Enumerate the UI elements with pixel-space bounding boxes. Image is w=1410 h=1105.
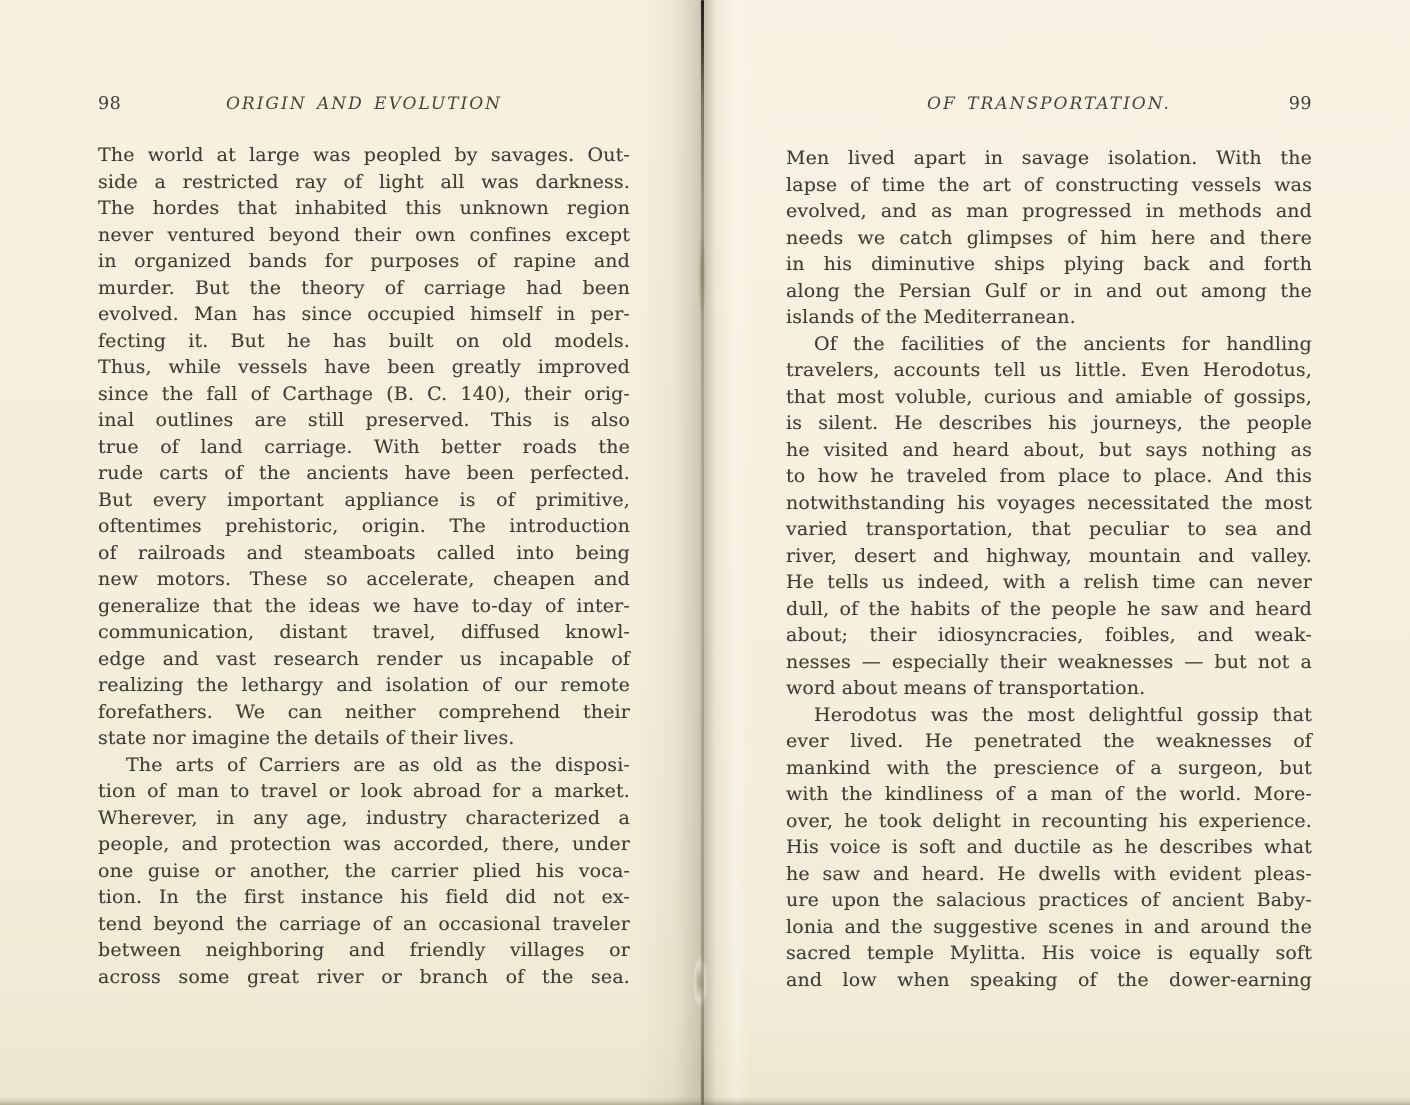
text-line: true of land carriage. With better roads the bbox=[98, 435, 630, 458]
text-line: over, he took delight in recounting his experience. bbox=[786, 809, 1312, 832]
text-line: needs we catch glimpses of him here and there bbox=[786, 226, 1312, 249]
text-line: varied transportation, that peculiar to sea and bbox=[786, 518, 1312, 540]
text-line: tion of man to travel or look abroad for a market. bbox=[98, 780, 630, 802]
text-line: murder. But the theory of carriage had been bbox=[98, 276, 630, 299]
text-line: along the Persian Gulf or in and out among the bbox=[786, 279, 1312, 302]
text-line: But every important appliance is of primitive, bbox=[98, 488, 630, 511]
text-line: word about means of transportation. bbox=[786, 677, 1146, 699]
text-line: Thus, while vessels have been greatly improved bbox=[98, 356, 630, 378]
text-line: Herodotus was the most delightful gossip that bbox=[814, 703, 1312, 726]
text-line: oftentimes prehistoric, origin. The introduction bbox=[98, 515, 630, 537]
left-page-number: 98 bbox=[98, 94, 122, 114]
right-page-header bbox=[786, 94, 1312, 114]
text-line: new motors. These so accelerate, cheapen and bbox=[98, 568, 630, 590]
text-line: and low when speaking of the dower-earning bbox=[786, 968, 1312, 991]
text-line: He tells us indeed, with a relish time can never bbox=[786, 571, 1312, 593]
text-line: about; their idiosyncracies, foibles, and weak- bbox=[786, 624, 1312, 646]
text-line: ure upon the salacious practices of ancient Baby- bbox=[786, 889, 1312, 911]
text-line: The arts of Carriers are as old as the disposi- bbox=[126, 753, 630, 776]
text-line: edge and vast research render us incapable of bbox=[98, 647, 630, 670]
text-line: in his diminutive ships plying back and forth bbox=[786, 253, 1312, 275]
text-line: lonia and the suggestive scenes in and around the bbox=[786, 915, 1312, 938]
text-line: never ventured beyond their own confines except bbox=[98, 223, 630, 246]
text-line: people, and protection was accorded, there, under bbox=[98, 833, 630, 855]
text-line: islands of the Mediterranean. bbox=[786, 306, 1076, 328]
text-line: is silent. He describes his journeys, the people bbox=[786, 412, 1312, 434]
text-line: nesses — especially their weaknesses — but not a bbox=[786, 650, 1312, 673]
right-page-number: 99 bbox=[1288, 94, 1312, 114]
text-line: The hordes that inhabited this unknown region bbox=[98, 197, 630, 219]
text-line: The world at large was peopled by savages. Out- bbox=[98, 144, 630, 166]
text-line: he visited and heard about, but says nothing as bbox=[786, 438, 1312, 461]
text-line: communication, distant travel, diffused knowl- bbox=[98, 621, 630, 643]
left-running-header: ORIGIN AND EVOLUTION bbox=[225, 94, 503, 114]
text-line: Men lived apart in savage isolation. With the bbox=[786, 147, 1312, 169]
text-line: His voice is soft and ductile as he describes what bbox=[786, 836, 1312, 858]
text-line: between neighboring and friendly villages or bbox=[98, 939, 630, 961]
text-line: rude carts of the ancients have been perfected. bbox=[98, 462, 630, 484]
text-line: river, desert and highway, mountain and valley. bbox=[786, 544, 1312, 567]
text-line: evolved, and as man progressed in methods and bbox=[786, 200, 1312, 222]
book-spine-gutter bbox=[701, 0, 704, 1105]
text-line: across some great river or branch of the sea. bbox=[98, 965, 630, 988]
text-line: mankind with the prescience of a surgeon, but bbox=[786, 756, 1312, 779]
text-line: since the fall of Carthage (B. C. 140), their orig- bbox=[98, 382, 630, 405]
text-line: Of the facilities of the ancients for handling bbox=[814, 332, 1312, 355]
text-line: fecting it. But he has built on old models. bbox=[98, 329, 630, 352]
text-line: he saw and heard. He dwells with evident pleas- bbox=[786, 862, 1312, 885]
text-line: with the kindliness of a man of the world. More- bbox=[786, 783, 1312, 805]
right-running-header: OF TRANSPORTATION. bbox=[927, 94, 1171, 114]
text-line: dull, of the habits of the people he saw and heard bbox=[786, 597, 1312, 620]
text-line: in organized bands for purposes of rapine and bbox=[98, 250, 630, 272]
text-line: notwithstanding his voyages necessitated the most bbox=[786, 491, 1312, 514]
left-page-header bbox=[98, 94, 630, 114]
text-line: one guise or another, the carrier plied his voca- bbox=[98, 859, 630, 882]
text-line: tend beyond the carriage of an occasional traveler bbox=[98, 912, 630, 935]
text-line: travelers, accounts tell us little. Even Herodotus, bbox=[786, 359, 1312, 381]
text-line: inal outlines are still preserved. This is also bbox=[98, 409, 630, 431]
right-page-text bbox=[786, 145, 1312, 993]
text-line: that most voluble, curious and amiable of gossips, bbox=[786, 385, 1312, 408]
text-line: realizing the lethargy and isolation of our remote bbox=[98, 674, 630, 696]
text-line: sacred temple Mylitta. His voice is equally soft bbox=[786, 942, 1312, 964]
text-line: generalize that the ideas we have to-day of inter- bbox=[98, 594, 630, 617]
text-line: state nor imagine the details of their lives. bbox=[98, 727, 515, 749]
text-line: ever lived. He penetrated the weaknesses of bbox=[786, 730, 1312, 752]
text-line: forefathers. We can neither comprehend their bbox=[98, 700, 630, 723]
text-line: tion. In the first instance his field did not ex- bbox=[98, 886, 630, 908]
page-bottom-edge bbox=[0, 1097, 1410, 1105]
text-line: side a restricted ray of light all was darkness. bbox=[98, 170, 630, 193]
left-page-text bbox=[98, 142, 630, 990]
text-line: evolved. Man has since occupied himself in per- bbox=[98, 303, 630, 325]
text-line: lapse of time the art of constructing vessels was bbox=[786, 173, 1312, 196]
text-line: Wherever, in any age, industry characterized a bbox=[98, 806, 630, 829]
text-line: of railroads and steamboats called into being bbox=[98, 541, 630, 564]
text-line: to how he traveled from place to place. And this bbox=[786, 465, 1312, 487]
